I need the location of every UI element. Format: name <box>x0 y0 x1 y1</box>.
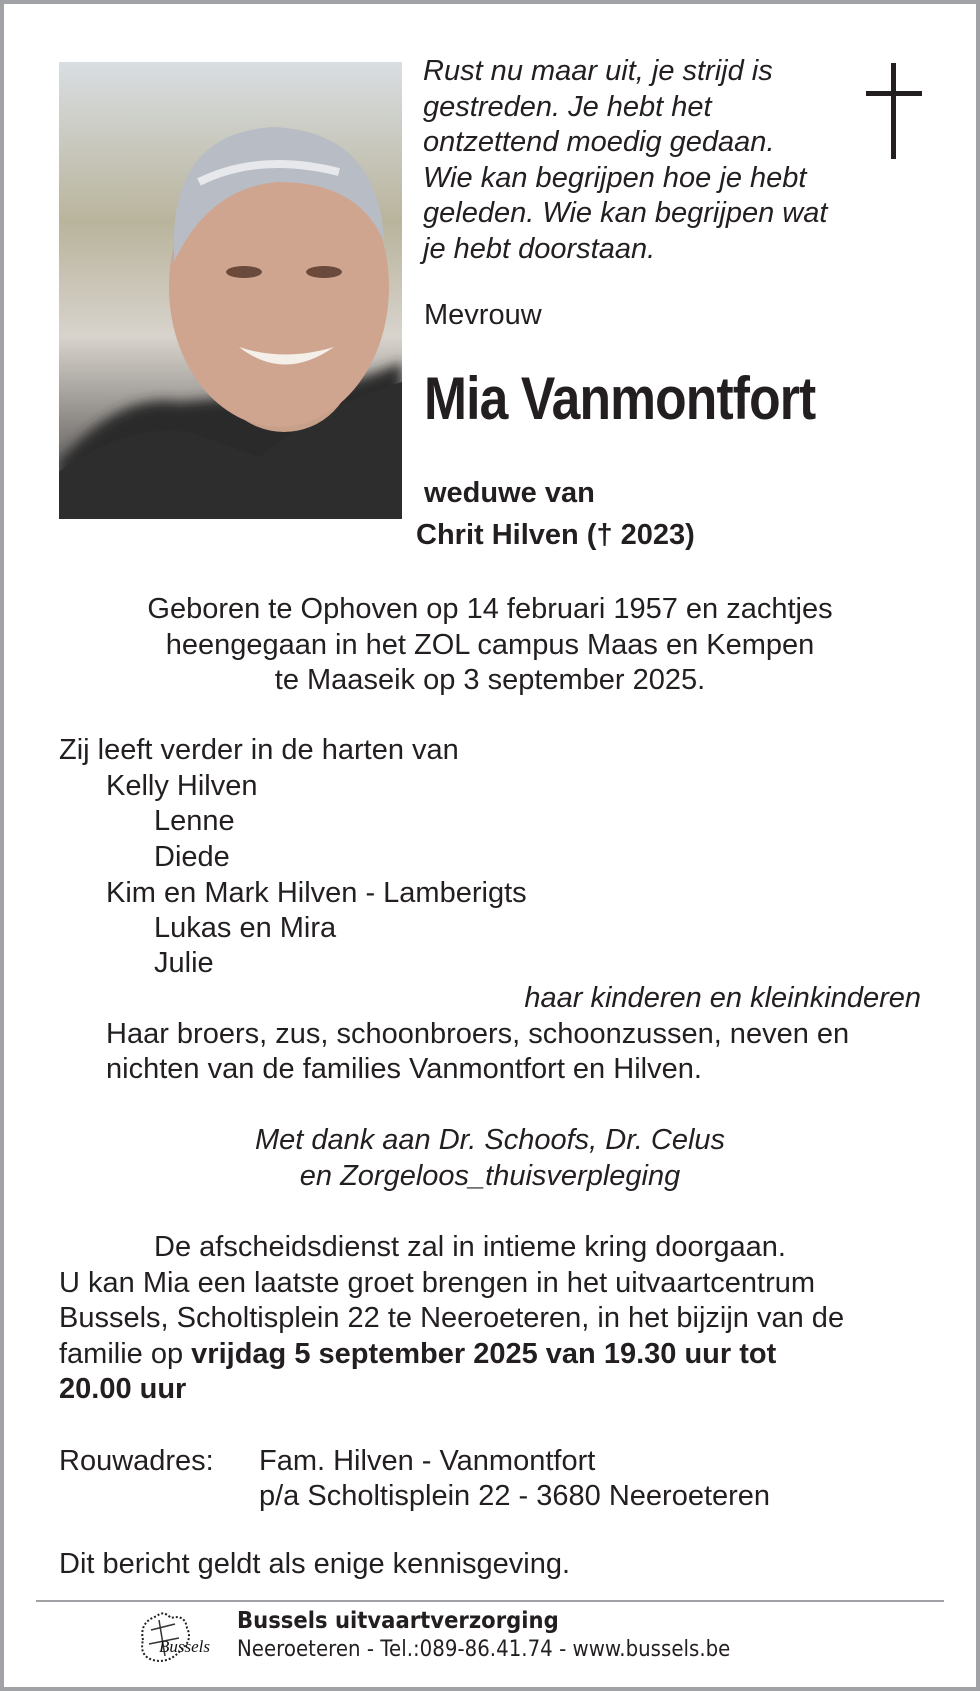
spouse-name: Chrit Hilven († 2023) <box>416 519 695 551</box>
bussels-logo <box>129 1610 223 1668</box>
poem-line: geleden. Wie kan begrijpen wat <box>423 197 828 230</box>
family-member: Julie <box>154 947 214 979</box>
visitation-time: vrijdag 5 september 2025 van 19.30 uur tot <box>191 1338 777 1370</box>
poem-line: Wie kan begrijpen hoe je hebt <box>423 161 807 194</box>
deceased-name: Mia Vanmontfort <box>424 365 816 432</box>
service-line: De afscheidsdienst zal in intieme kring doorgaan. <box>154 1231 786 1263</box>
poem-line: Rust nu maar uit, je strijd is <box>423 55 773 87</box>
thanks-note <box>59 1123 921 1194</box>
portrait-photo <box>59 62 402 519</box>
info-line: te Maaseik op 3 september 2025. <box>274 664 706 696</box>
divider <box>36 1600 944 1602</box>
family-caption: haar kinderen en kleinkinderen <box>524 982 921 1014</box>
relatives-line: nichten van de families Vanmontfort en Hilven. <box>106 1053 702 1085</box>
widow-label: weduwe van <box>424 477 595 509</box>
address-line: Fam. Hilven - Vanmontfort <box>259 1445 596 1477</box>
info-line: heengegaan in het ZOL campus Maas en Kempen <box>165 628 815 661</box>
service-line <box>59 1337 776 1373</box>
company-contact: Neeroeteren - Tel.:089-86.41.74 - www.bussels.be <box>237 1637 731 1662</box>
svg-text:Bussels: Bussels <box>159 1637 210 1656</box>
info-line: Geboren te Ophoven op 14 februari 1957 en zachtjes <box>147 593 833 625</box>
poem-line: je hebt doorstaan. <box>423 232 656 265</box>
poem-line: ontzettend moedig gedaan. <box>423 126 775 159</box>
service-text: familie op <box>59 1338 192 1370</box>
visitation-time-end: 20.00 uur <box>59 1373 187 1405</box>
cross-icon <box>866 63 922 159</box>
relatives-line: Haar broers, zus, schoonbroers, schoonzussen, neven en <box>106 1018 850 1050</box>
address-line: p/a Scholtisplein 22 - 3680 Neeroeteren <box>259 1480 771 1512</box>
thanks-line: Met dank aan Dr. Schoofs, Dr. Celus <box>254 1124 726 1156</box>
family-member: Lenne <box>154 805 235 837</box>
memorial-poem <box>423 54 827 268</box>
company-name: Bussels uitvaartverzorging <box>237 1608 559 1634</box>
family-member: Kim en Mark Hilven - Lamberigts <box>106 877 527 909</box>
service-line: Bussels, Scholtisplein 22 te Neeroeteren, in het bijzijn van de <box>59 1302 845 1334</box>
poem-line: gestreden. Je hebt het <box>423 90 712 123</box>
family-member: Lukas en Mira <box>154 912 337 944</box>
birth-death-info <box>59 592 921 699</box>
family-member: Kelly Hilven <box>106 770 258 802</box>
service-line: U kan Mia een laatste groet brengen in het uitvaartcentrum <box>59 1267 816 1299</box>
survivors-intro: Zij leeft verder in de harten van <box>59 734 459 766</box>
address-label: Rouwadres: <box>59 1445 214 1477</box>
family-member: Diede <box>154 841 230 873</box>
thanks-line: en Zorgeloos_thuisverpleging <box>299 1159 681 1192</box>
notice: Dit bericht geldt als enige kennisgeving. <box>59 1548 571 1580</box>
salutation: Mevrouw <box>424 299 542 331</box>
